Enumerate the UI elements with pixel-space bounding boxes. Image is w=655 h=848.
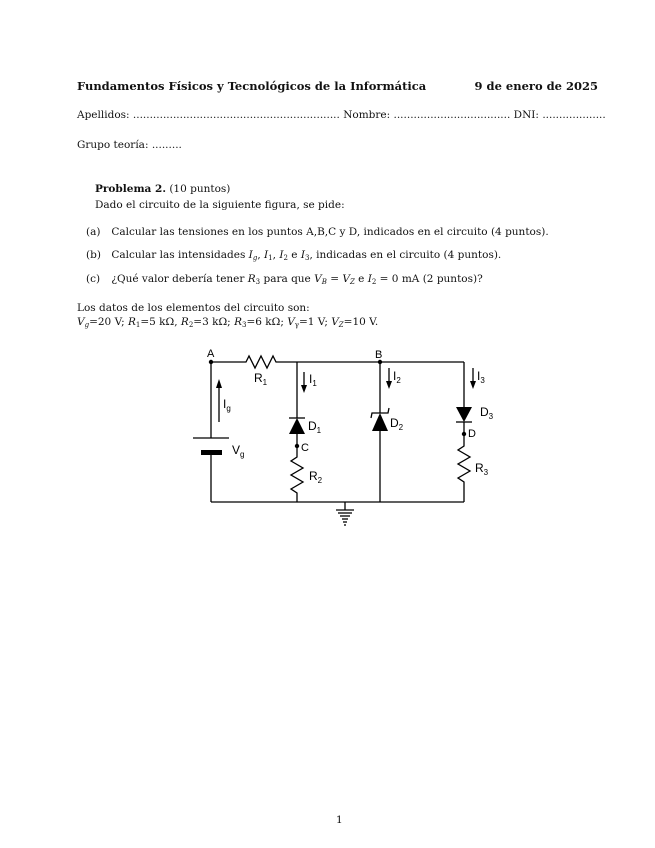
d1-label: $D_1$: [308, 419, 322, 435]
problem-points: (10 puntos): [169, 183, 231, 195]
page-number: 1: [336, 814, 343, 826]
d2-label: $D_2$: [390, 416, 404, 432]
dni-label: DNI:: [513, 109, 539, 121]
r3-label: $R_3$: [475, 461, 489, 477]
d2-triangle: [372, 413, 388, 431]
node-c-label: C: [301, 442, 309, 454]
top-wire-r1: [211, 356, 464, 368]
node-a-label: A: [207, 348, 215, 360]
i3-label: $I_3$: [477, 369, 485, 385]
dni-field[interactable]: ...................: [542, 109, 606, 121]
d3-label: $D_3$: [480, 405, 494, 421]
node-d-label: D: [468, 428, 476, 440]
question-c-mid: para que: [263, 273, 311, 285]
question-c-mark: (c): [86, 273, 101, 285]
data-heading: Los datos de los elementos del circuito son:: [77, 302, 310, 314]
question-a-mark: (a): [86, 226, 101, 238]
group-label: Grupo teoría:: [77, 139, 149, 151]
node-b-label: B: [375, 349, 383, 361]
problem-heading: Problema 2. (10 puntos): [95, 183, 231, 195]
course-title: Fundamentos Físicos y Tecnológicos de la Informática: [77, 79, 427, 93]
question-c-pre: ¿Qué valor debería tener: [111, 273, 245, 285]
i1-label: $I_1$: [309, 372, 317, 388]
question-c: (c) ¿Qué valor debería tener $R_3$ para que $V_B = V_Z$ e $I_2 = 0$ mA (2 puntos)?: [86, 273, 483, 286]
i2-label: $I_2$: [393, 369, 401, 385]
name-field[interactable]: ...................................: [393, 109, 511, 121]
source-short-plate: [201, 450, 222, 455]
node-c-dot: [295, 444, 299, 448]
vg-label: $V_g$: [232, 443, 245, 459]
problem-title: Problema 2: [95, 183, 163, 195]
d3-triangle: [456, 407, 472, 422]
element-values: $V_g=20$ V; $R_1=5$ kΩ, $R_2=3$ kΩ; $R_3=6$ kΩ; $V_\gamma=1$ V; $V_Z=10$ V.: [77, 316, 379, 329]
exam-date: 9 de enero de 2025: [474, 79, 598, 93]
question-b-pre: Calcular las intensidades: [111, 249, 246, 261]
question-b: (b) Calcular las intensidades $I_g$, $I_1$, $I_2$ e $I_3$, indicadas en el circuito (4 puntos).: [86, 249, 502, 262]
d1-triangle: [289, 418, 305, 434]
question-b-post: , indicadas en el circuito (4 puntos).: [309, 249, 502, 261]
r1-label: $R_1$: [254, 371, 268, 387]
question-c-post: (2 puntos)?: [422, 273, 483, 285]
r2-label: $R_2$: [309, 469, 323, 485]
node-a-dot: [209, 360, 213, 364]
problem-intro: Dado el circuito de la siguiente figura, se pide:: [95, 199, 345, 211]
surname-field[interactable]: ..............................................................: [132, 109, 340, 121]
group-field[interactable]: .........: [151, 139, 182, 151]
surname-label: Apellidos:: [77, 109, 130, 121]
question-a-text: Calcular las tensiones en los puntos A,B,C y D, indicados en el circuito (4 puntos).: [111, 226, 549, 238]
node-d-dot: [462, 432, 466, 436]
name-label: Nombre:: [343, 109, 391, 121]
ig-label: $I_g$: [223, 397, 231, 413]
question-b-mark: (b): [86, 249, 101, 261]
